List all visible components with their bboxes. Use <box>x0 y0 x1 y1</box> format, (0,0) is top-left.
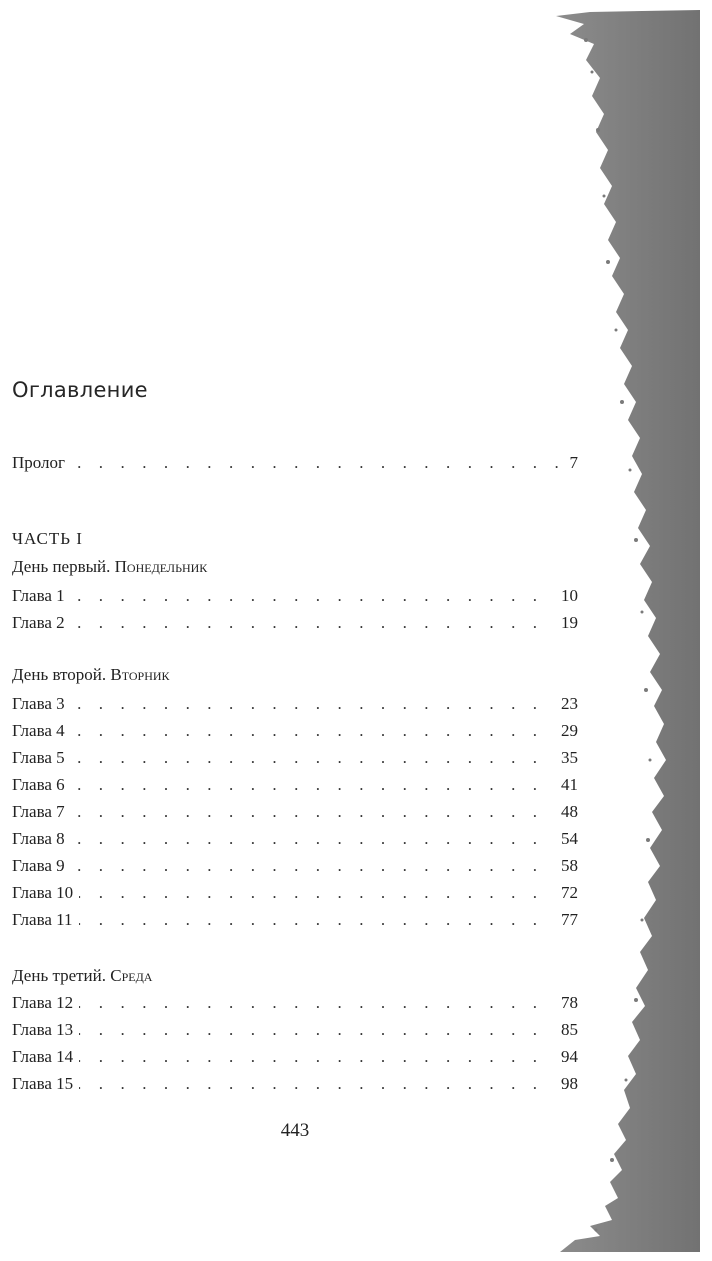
day-weekday: Среда <box>110 966 153 985</box>
entry-label: Глава 8 <box>12 826 71 852</box>
entry-label: Глава 15 <box>12 1071 79 1097</box>
day-title: День первый. <box>12 557 111 576</box>
entry-page-number: 35 <box>555 745 578 771</box>
leader-dots <box>12 1017 578 1043</box>
leader-dots <box>12 907 578 933</box>
toc-entry-chapter[interactable] <box>12 880 578 906</box>
entry-page-number: 48 <box>555 799 578 825</box>
toc-entry-chapter[interactable] <box>12 1017 578 1043</box>
entry-label: Глава 6 <box>12 772 71 798</box>
entry-label: Глава 3 <box>12 691 71 717</box>
entry-page-number: 94 <box>555 1044 578 1070</box>
entry-page-number: 72 <box>555 880 578 906</box>
day-weekday: Понедельник <box>114 557 208 576</box>
entry-label: Глава 9 <box>12 853 71 879</box>
toc-entry-chapter[interactable] <box>12 853 578 879</box>
entry-label: Глава 11 <box>12 907 79 933</box>
leader-dots <box>12 450 578 476</box>
entry-page-number: 78 <box>555 990 578 1016</box>
day-weekday: Вторник <box>110 665 170 684</box>
toc-entry-chapter[interactable] <box>12 745 578 771</box>
toc-entry-chapter[interactable] <box>12 772 578 798</box>
day-title: День второй. <box>12 665 107 684</box>
entry-page-number: 98 <box>555 1071 578 1097</box>
part-heading: ЧАСТЬ I <box>12 529 83 548</box>
entry-page-number: 7 <box>564 450 579 476</box>
leader-dots <box>12 1071 578 1097</box>
entry-label: Глава 4 <box>12 718 71 744</box>
leader-dots <box>12 610 578 636</box>
entry-page-number: 10 <box>555 583 578 609</box>
entry-page-number: 29 <box>555 718 578 744</box>
toc-entry-chapter[interactable] <box>12 799 578 825</box>
toc-entry-chapter[interactable] <box>12 610 578 636</box>
day-heading <box>12 963 152 989</box>
day-title: День третий. <box>12 966 107 985</box>
leader-dots <box>12 990 578 1016</box>
entry-label: Глава 13 <box>12 1017 79 1043</box>
leader-dots <box>12 880 578 906</box>
entry-label: Глава 14 <box>12 1044 79 1070</box>
entry-label: Пролог <box>12 450 71 476</box>
entry-label: Глава 7 <box>12 799 71 825</box>
day-heading <box>12 662 170 688</box>
entry-label: Глава 2 <box>12 610 71 636</box>
toc-entry-chapter[interactable] <box>12 1071 578 1097</box>
entry-page-number: 77 <box>555 907 578 933</box>
entry-page-number: 23 <box>555 691 578 717</box>
entry-label: Глава 5 <box>12 745 71 771</box>
toc-entry-chapter[interactable] <box>12 1044 578 1070</box>
day-heading <box>12 554 207 580</box>
toc-page <box>12 0 578 1261</box>
leader-dots <box>12 799 578 825</box>
page-number: 443 <box>280 1120 310 1141</box>
entry-label: Глава 10 <box>12 880 79 906</box>
leader-dots <box>12 583 578 609</box>
toc-entry-chapter[interactable] <box>12 691 578 717</box>
entry-label: Глава 1 <box>12 583 71 609</box>
toc-entry-chapter[interactable] <box>12 990 578 1016</box>
entry-page-number: 41 <box>555 772 578 798</box>
leader-dots <box>12 718 578 744</box>
entry-page-number: 54 <box>555 826 578 852</box>
toc-entry-prologue[interactable] <box>12 450 578 476</box>
entry-page-number: 19 <box>555 610 578 636</box>
toc-entry-chapter[interactable] <box>12 907 578 933</box>
leader-dots <box>12 1044 578 1070</box>
leader-dots <box>12 853 578 879</box>
entry-page-number: 85 <box>555 1017 578 1043</box>
leader-dots <box>12 826 578 852</box>
toc-entry-chapter[interactable] <box>12 826 578 852</box>
toc-title: Оглавление <box>12 378 148 402</box>
toc-entry-chapter[interactable] <box>12 718 578 744</box>
toc-entry-chapter[interactable] <box>12 583 578 609</box>
leader-dots <box>12 772 578 798</box>
entry-page-number: 58 <box>555 853 578 879</box>
entry-label: Глава 12 <box>12 990 79 1016</box>
leader-dots <box>12 745 578 771</box>
leader-dots <box>12 691 578 717</box>
